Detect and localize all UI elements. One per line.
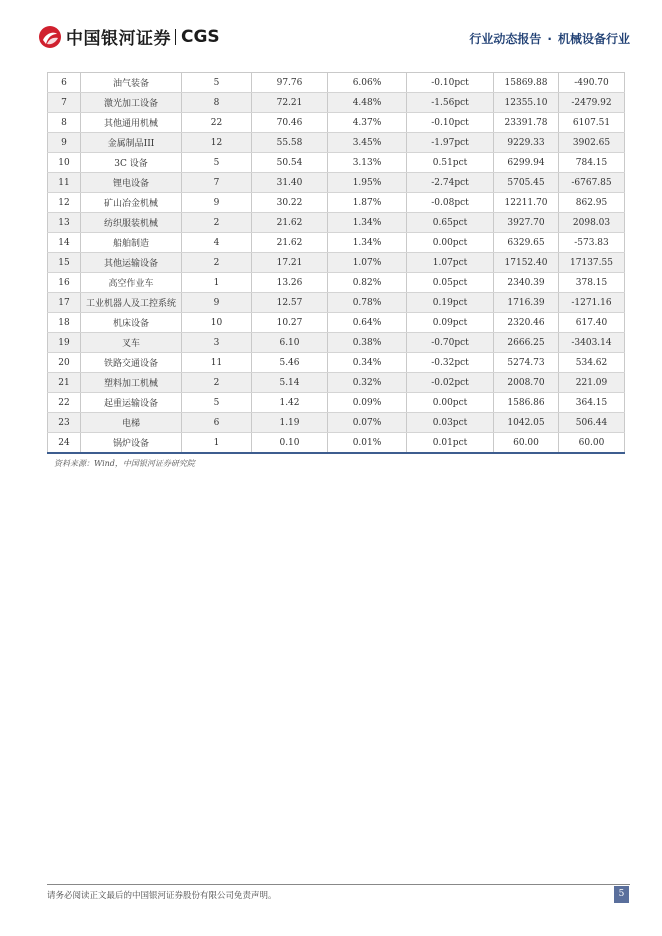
table-cell: 5.14 [252,373,328,393]
table-cell: 2098.03 [559,213,625,233]
table-cell: 1.07pct [407,253,494,273]
table-cell: 1.07% [328,253,407,273]
table-cell: -1.56pct [407,93,494,113]
table-row [48,213,625,233]
table-cell: 5 [182,153,252,173]
table-row [48,353,625,373]
table-cell: 60.00 [559,433,625,454]
table-cell: 叉车 [81,333,182,353]
table-cell: 3.13% [328,153,407,173]
table-cell: 1.34% [328,213,407,233]
table-cell: 4.48% [328,93,407,113]
table-row [48,73,625,93]
report-type-label: 行业动态报告 [469,32,542,46]
table-cell: 20 [48,353,81,373]
table-cell: 机床设备 [81,313,182,333]
table-row [48,113,625,133]
table-cell: 6.06% [328,73,407,93]
table-cell: 起重运输设备 [81,393,182,413]
table-cell: 2 [182,253,252,273]
table-row [48,393,625,413]
table-cell: 19 [48,333,81,353]
table-cell: 11 [182,353,252,373]
table-row [48,433,625,454]
table-cell: 12 [182,133,252,153]
table-row [48,293,625,313]
table-cell: 378.15 [559,273,625,293]
table-cell: 17.21 [252,253,328,273]
table-cell: 0.38% [328,333,407,353]
industry-table [47,72,624,454]
table-cell: 锂电设备 [81,173,182,193]
table-cell: 7 [182,173,252,193]
table-cell: 23391.78 [494,113,559,133]
table-cell: 激光加工设备 [81,93,182,113]
cgs-logo [38,24,220,49]
logo-divider [175,29,176,45]
table-cell: 塑料加工机械 [81,373,182,393]
table-cell: 矿山冶金机械 [81,193,182,213]
table-cell: -0.32pct [407,353,494,373]
table-cell: 506.44 [559,413,625,433]
table-cell: 31.40 [252,173,328,193]
table-cell: 铁路交通设备 [81,353,182,373]
table-body [48,73,625,454]
table-cell: 5 [182,393,252,413]
table-cell: 6 [48,73,81,93]
table-cell: 纺织服装机械 [81,213,182,233]
table-row [48,373,625,393]
table-row [48,413,625,433]
table-cell: 0.65pct [407,213,494,233]
table-cell: 6 [182,413,252,433]
table-cell: 锅炉设备 [81,433,182,454]
table-cell: 24 [48,433,81,454]
table-cell: 2008.70 [494,373,559,393]
table-cell: 1 [182,433,252,454]
footer-divider [47,884,630,885]
table-cell: 4 [182,233,252,253]
table-cell: 9229.33 [494,133,559,153]
table-cell: 21 [48,373,81,393]
table-cell: 70.46 [252,113,328,133]
table-cell: 617.40 [559,313,625,333]
table-cell: 13 [48,213,81,233]
table-cell: 3 [182,333,252,353]
table-cell: 0.19pct [407,293,494,313]
table-cell: 9 [182,193,252,213]
table-cell: 13.26 [252,273,328,293]
table-cell: 电梯 [81,413,182,433]
table-cell: 12.57 [252,293,328,313]
table-cell: -2479.92 [559,93,625,113]
table-row [48,233,625,253]
table-cell: -0.08pct [407,193,494,213]
table-cell: 3.45% [328,133,407,153]
table-cell: -1.97pct [407,133,494,153]
table-cell: 2666.25 [494,333,559,353]
table-cell: 2320.46 [494,313,559,333]
table-cell: 1.95% [328,173,407,193]
header-separator: · [547,32,552,46]
table-cell: 7 [48,93,81,113]
table-cell: 9 [182,293,252,313]
table-cell: 6107.51 [559,113,625,133]
table-cell: 21.62 [252,213,328,233]
table-cell: 10.27 [252,313,328,333]
logo-chinese-name: 中国银河证券 [66,29,171,49]
table-cell: 5 [182,73,252,93]
table-row [48,173,625,193]
table-cell: -490.70 [559,73,625,93]
table-cell: 16 [48,273,81,293]
table-cell: -0.10pct [407,73,494,93]
table-cell: 8 [48,113,81,133]
table-cell: 50.54 [252,153,328,173]
table-cell: 221.09 [559,373,625,393]
table-cell: 17137.55 [559,253,625,273]
source-note: 资料来源：Wind，中国银河证券研究院 [54,459,195,468]
table-cell: 97.76 [252,73,328,93]
table-row [48,133,625,153]
table-cell: 油气装备 [81,73,182,93]
table-cell: 0.64% [328,313,407,333]
industry-label: 机械设备行业 [557,32,630,46]
table-cell: 1.34% [328,233,407,253]
logo-english-name: CGS [181,26,220,47]
table-cell: 12355.10 [494,93,559,113]
table-row [48,273,625,293]
table-cell: -573.83 [559,233,625,253]
table-cell: 30.22 [252,193,328,213]
table-cell: 0.09pct [407,313,494,333]
table-cell: 0.09% [328,393,407,413]
table-cell: 0.82% [328,273,407,293]
table-cell: 其他通用机械 [81,113,182,133]
table-cell: -6767.85 [559,173,625,193]
table-row [48,93,625,113]
table-cell: 14 [48,233,81,253]
table-cell: 0.00pct [407,393,494,413]
table-cell: 2 [182,213,252,233]
table-cell: 22 [182,113,252,133]
table-cell: 工业机器人及工控系统 [81,293,182,313]
table-cell: 6.10 [252,333,328,353]
table-cell: 0.10 [252,433,328,454]
table-row [48,153,625,173]
table-cell: 3927.70 [494,213,559,233]
table-cell: 0.03pct [407,413,494,433]
table-cell: 784.15 [559,153,625,173]
table-cell: 3C 设备 [81,153,182,173]
table-cell: 15 [48,253,81,273]
table-row [48,193,625,213]
table-cell: 364.15 [559,393,625,413]
table-cell: 其他运输设备 [81,253,182,273]
table-cell: 72.21 [252,93,328,113]
table-cell: 6299.94 [494,153,559,173]
table-cell: -1271.16 [559,293,625,313]
table-cell: 18 [48,313,81,333]
table-cell: 9 [48,133,81,153]
table-cell: 17 [48,293,81,313]
table-row [48,333,625,353]
table-cell: 1586.86 [494,393,559,413]
table-cell: 1042.05 [494,413,559,433]
table-cell: 0.01% [328,433,407,454]
table-cell: -0.10pct [407,113,494,133]
table-cell: 60.00 [494,433,559,454]
table-cell: 15869.88 [494,73,559,93]
table-cell: 12211.70 [494,193,559,213]
table-cell: 1 [182,273,252,293]
table-cell: 0.32% [328,373,407,393]
table-cell: -3403.14 [559,333,625,353]
table-cell: 4.37% [328,113,407,133]
cgs-logo-icon [38,25,62,49]
table-cell: 55.58 [252,133,328,153]
table-cell: 5274.73 [494,353,559,373]
table-cell: 5.46 [252,353,328,373]
table-cell: 3902.65 [559,133,625,153]
table-cell: 1.87% [328,193,407,213]
table-cell: 23 [48,413,81,433]
table-cell: 1.42 [252,393,328,413]
data-table [47,72,625,454]
table-cell: 10 [182,313,252,333]
table-cell: 8 [182,93,252,113]
table-cell: -0.70pct [407,333,494,353]
page-number: 5 [614,886,629,903]
table-cell: 12 [48,193,81,213]
table-cell: 22 [48,393,81,413]
table-cell: 5705.45 [494,173,559,193]
table-cell: 船舶制造 [81,233,182,253]
table-cell: 534.62 [559,353,625,373]
table-cell: 0.51pct [407,153,494,173]
table-cell: 金属制品III [81,133,182,153]
table-cell: 21.62 [252,233,328,253]
table-cell: 0.00pct [407,233,494,253]
table-cell: 17152.40 [494,253,559,273]
table-cell: 1.19 [252,413,328,433]
table-cell: -0.02pct [407,373,494,393]
table-cell: 0.07% [328,413,407,433]
report-category [469,30,630,47]
table-cell: 0.05pct [407,273,494,293]
disclaimer-text: 请务必阅读正文最后的中国银河证券股份有限公司免责声明。 [47,891,277,901]
table-cell: 2 [182,373,252,393]
table-cell: 高空作业车 [81,273,182,293]
table-cell: 862.95 [559,193,625,213]
table-cell: 6329.65 [494,233,559,253]
table-cell: -2.74pct [407,173,494,193]
table-cell: 2340.39 [494,273,559,293]
table-cell: 0.34% [328,353,407,373]
page-header [0,0,662,60]
table-row [48,313,625,333]
table-cell: 11 [48,173,81,193]
table-cell: 10 [48,153,81,173]
table-cell: 1716.39 [494,293,559,313]
table-cell: 0.01pct [407,433,494,454]
table-cell: 0.78% [328,293,407,313]
table-row [48,253,625,273]
